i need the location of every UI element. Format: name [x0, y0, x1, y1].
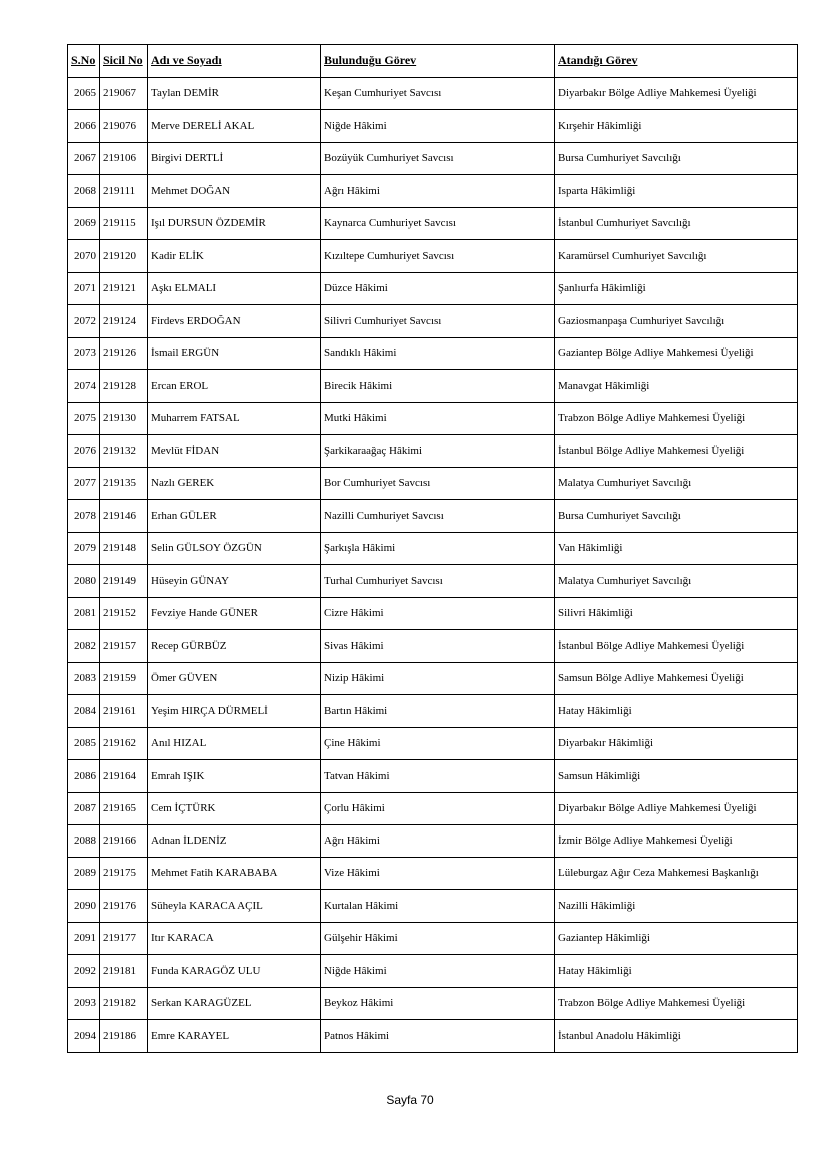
cell-current-post: Kurtalan Hâkimi — [321, 890, 555, 923]
cell-sicil: 219132 — [100, 435, 148, 468]
cell-assigned-post: Samsun Bölge Adliye Mahkemesi Üyeliği — [555, 662, 798, 695]
cell-sicil: 219135 — [100, 467, 148, 500]
cell-current-post: Niğde Hâkimi — [321, 955, 555, 988]
cell-name: Selin GÜLSOY ÖZGÜN — [148, 532, 321, 565]
cell-current-post: Bozüyük Cumhuriyet Savcısı — [321, 142, 555, 175]
cell-name: Recep GÜRBÜZ — [148, 630, 321, 663]
cell-name: Muharrem FATSAL — [148, 402, 321, 435]
cell-name: Birgivi DERTLİ — [148, 142, 321, 175]
cell-sicil: 219115 — [100, 207, 148, 240]
cell-current-post: Nizip Hâkimi — [321, 662, 555, 695]
cell-name: Mehmet DOĞAN — [148, 175, 321, 208]
header-sno: S.No — [68, 45, 100, 78]
cell-current-post: Düzce Hâkimi — [321, 272, 555, 305]
cell-assigned-post: Hatay Hâkimliği — [555, 695, 798, 728]
table-row — [68, 500, 798, 533]
cell-name: İsmail ERGÜN — [148, 337, 321, 370]
cell-current-post: Vize Hâkimi — [321, 857, 555, 890]
table-row — [68, 662, 798, 695]
table-row — [68, 467, 798, 500]
cell-assigned-post: İstanbul Cumhuriyet Savcılığı — [555, 207, 798, 240]
cell-name: Emre KARAYEL — [148, 1020, 321, 1053]
cell-sno: 2088 — [68, 825, 100, 858]
cell-sno: 2067 — [68, 142, 100, 175]
cell-sno: 2090 — [68, 890, 100, 923]
cell-sicil: 219124 — [100, 305, 148, 338]
table-row — [68, 955, 798, 988]
cell-sno: 2081 — [68, 597, 100, 630]
cell-current-post: Kaynarca Cumhuriyet Savcısı — [321, 207, 555, 240]
cell-sicil: 219149 — [100, 565, 148, 598]
cell-sicil: 219076 — [100, 110, 148, 143]
cell-current-post: Bartın Hâkimi — [321, 695, 555, 728]
cell-sicil: 219157 — [100, 630, 148, 663]
cell-current-post: Sivas Hâkimi — [321, 630, 555, 663]
cell-sicil: 219182 — [100, 987, 148, 1020]
cell-name: Hüseyin GÜNAY — [148, 565, 321, 598]
cell-current-post: Çorlu Hâkimi — [321, 792, 555, 825]
cell-sicil: 219162 — [100, 727, 148, 760]
table-row — [68, 435, 798, 468]
cell-assigned-post: Lüleburgaz Ağır Ceza Mahkemesi Başkanlığı — [555, 857, 798, 890]
header-name: Adı ve Soyadı — [148, 45, 321, 78]
cell-sno: 2085 — [68, 727, 100, 760]
cell-assigned-post: Samsun Hâkimliği — [555, 760, 798, 793]
cell-sno: 2073 — [68, 337, 100, 370]
cell-name: Yeşim HIRÇA DÜRMELİ — [148, 695, 321, 728]
table-header — [68, 45, 798, 78]
cell-name: Erhan GÜLER — [148, 500, 321, 533]
cell-sno: 2091 — [68, 922, 100, 955]
cell-current-post: Bor Cumhuriyet Savcısı — [321, 467, 555, 500]
cell-sno: 2075 — [68, 402, 100, 435]
header-row — [68, 45, 798, 78]
cell-sicil: 219128 — [100, 370, 148, 403]
cell-name: Ercan EROL — [148, 370, 321, 403]
cell-assigned-post: Gaziosmanpaşa Cumhuriyet Savcılığı — [555, 305, 798, 338]
cell-sicil: 219121 — [100, 272, 148, 305]
cell-name: Merve DERELİ AKAL — [148, 110, 321, 143]
table-row — [68, 825, 798, 858]
cell-current-post: Niğde Hâkimi — [321, 110, 555, 143]
cell-sicil: 219067 — [100, 77, 148, 110]
cell-assigned-post: Diyarbakır Bölge Adliye Mahkemesi Üyeliği — [555, 77, 798, 110]
cell-assigned-post: Trabzon Bölge Adliye Mahkemesi Üyeliği — [555, 402, 798, 435]
cell-sno: 2082 — [68, 630, 100, 663]
cell-current-post: Gülşehir Hâkimi — [321, 922, 555, 955]
cell-sno: 2094 — [68, 1020, 100, 1053]
cell-assigned-post: Malatya Cumhuriyet Savcılığı — [555, 565, 798, 598]
cell-name: Aşkı ELMALI — [148, 272, 321, 305]
cell-sicil: 219165 — [100, 792, 148, 825]
cell-name: Taylan DEMİR — [148, 77, 321, 110]
table-row — [68, 175, 798, 208]
table-row — [68, 110, 798, 143]
cell-assigned-post: Van Hâkimliği — [555, 532, 798, 565]
table-row — [68, 305, 798, 338]
cell-sicil: 219186 — [100, 1020, 148, 1053]
cell-sno: 2068 — [68, 175, 100, 208]
cell-current-post: Cizre Hâkimi — [321, 597, 555, 630]
cell-assigned-post: İzmir Bölge Adliye Mahkemesi Üyeliği — [555, 825, 798, 858]
cell-sicil: 219111 — [100, 175, 148, 208]
table-row — [68, 760, 798, 793]
cell-current-post: Şarkışla Hâkimi — [321, 532, 555, 565]
cell-assigned-post: Bursa Cumhuriyet Savcılığı — [555, 142, 798, 175]
header-sicil: Sicil No — [100, 45, 148, 78]
table-row — [68, 890, 798, 923]
cell-assigned-post: Diyarbakır Bölge Adliye Mahkemesi Üyeliği — [555, 792, 798, 825]
cell-name: Kadir ELİK — [148, 240, 321, 273]
cell-assigned-post: İstanbul Bölge Adliye Mahkemesi Üyeliği — [555, 630, 798, 663]
cell-current-post: Silivri Cumhuriyet Savcısı — [321, 305, 555, 338]
cell-sicil: 219126 — [100, 337, 148, 370]
cell-sicil: 219148 — [100, 532, 148, 565]
cell-assigned-post: Gaziantep Bölge Adliye Mahkemesi Üyeliği — [555, 337, 798, 370]
cell-sicil: 219159 — [100, 662, 148, 695]
cell-sno: 2078 — [68, 500, 100, 533]
cell-assigned-post: Isparta Hâkimliği — [555, 175, 798, 208]
cell-assigned-post: Trabzon Bölge Adliye Mahkemesi Üyeliği — [555, 987, 798, 1020]
cell-name: Ömer GÜVEN — [148, 662, 321, 695]
table-row — [68, 922, 798, 955]
cell-name: Süheyla KARACA AÇIL — [148, 890, 321, 923]
cell-sicil: 219166 — [100, 825, 148, 858]
cell-current-post: Beykoz Hâkimi — [321, 987, 555, 1020]
cell-sicil: 219161 — [100, 695, 148, 728]
cell-sicil: 219177 — [100, 922, 148, 955]
cell-assigned-post: İstanbul Anadolu Hâkimliği — [555, 1020, 798, 1053]
cell-current-post: Keşan Cumhuriyet Savcısı — [321, 77, 555, 110]
cell-assigned-post: Silivri Hâkimliği — [555, 597, 798, 630]
cell-assigned-post: Nazilli Hâkimliği — [555, 890, 798, 923]
cell-current-post: Tatvan Hâkimi — [321, 760, 555, 793]
cell-current-post: Ağrı Hâkimi — [321, 825, 555, 858]
cell-current-post: Ağrı Hâkimi — [321, 175, 555, 208]
cell-name: Anıl HIZAL — [148, 727, 321, 760]
cell-sno: 2084 — [68, 695, 100, 728]
table-row — [68, 240, 798, 273]
cell-assigned-post: Karamürsel Cumhuriyet Savcılığı — [555, 240, 798, 273]
header-current-post: Bulunduğu Görev — [321, 45, 555, 78]
cell-assigned-post: İstanbul Bölge Adliye Mahkemesi Üyeliği — [555, 435, 798, 468]
cell-current-post: Sandıklı Hâkimi — [321, 337, 555, 370]
cell-sno: 2086 — [68, 760, 100, 793]
cell-assigned-post: Bursa Cumhuriyet Savcılığı — [555, 500, 798, 533]
cell-sno: 2069 — [68, 207, 100, 240]
cell-sicil: 219175 — [100, 857, 148, 890]
cell-sno: 2083 — [68, 662, 100, 695]
appointments-table — [67, 44, 798, 1053]
cell-assigned-post: Hatay Hâkimliği — [555, 955, 798, 988]
cell-sicil: 219130 — [100, 402, 148, 435]
cell-sno: 2092 — [68, 955, 100, 988]
cell-sno: 2077 — [68, 467, 100, 500]
cell-current-post: Şarkikaraağaç Hâkimi — [321, 435, 555, 468]
cell-sno: 2070 — [68, 240, 100, 273]
cell-sno: 2074 — [68, 370, 100, 403]
table-row — [68, 77, 798, 110]
table-row — [68, 792, 798, 825]
cell-current-post: Kızıltepe Cumhuriyet Savcısı — [321, 240, 555, 273]
cell-name: Cem İÇTÜRK — [148, 792, 321, 825]
cell-assigned-post: Şanlıurfa Hâkimliği — [555, 272, 798, 305]
table-row — [68, 142, 798, 175]
cell-name: Mehmet Fatih KARABABA — [148, 857, 321, 890]
cell-sno: 2071 — [68, 272, 100, 305]
table-row — [68, 987, 798, 1020]
cell-current-post: Birecik Hâkimi — [321, 370, 555, 403]
cell-name: Serkan KARAGÜZEL — [148, 987, 321, 1020]
cell-name: Işıl DURSUN ÖZDEMİR — [148, 207, 321, 240]
table-row — [68, 370, 798, 403]
table-row — [68, 337, 798, 370]
cell-current-post: Patnos Hâkimi — [321, 1020, 555, 1053]
table-row — [68, 565, 798, 598]
cell-assigned-post: Diyarbakır Hâkimliği — [555, 727, 798, 760]
cell-name: Fevziye Hande GÜNER — [148, 597, 321, 630]
table-row — [68, 727, 798, 760]
cell-sno: 2089 — [68, 857, 100, 890]
table-row — [68, 272, 798, 305]
table-row — [68, 207, 798, 240]
cell-name: Mevlüt FİDAN — [148, 435, 321, 468]
cell-name: Firdevs ERDOĞAN — [148, 305, 321, 338]
table-row — [68, 402, 798, 435]
cell-assigned-post: Malatya Cumhuriyet Savcılığı — [555, 467, 798, 500]
cell-sicil: 219120 — [100, 240, 148, 273]
cell-assigned-post: Kırşehir Hâkimliği — [555, 110, 798, 143]
header-assigned-post: Atandığı Görev — [555, 45, 798, 78]
cell-sno: 2093 — [68, 987, 100, 1020]
cell-name: Funda KARAGÖZ ULU — [148, 955, 321, 988]
cell-sicil: 219181 — [100, 955, 148, 988]
cell-sicil: 219152 — [100, 597, 148, 630]
cell-assigned-post: Gaziantep Hâkimliği — [555, 922, 798, 955]
cell-name: Itır KARACA — [148, 922, 321, 955]
cell-name: Emrah IŞIK — [148, 760, 321, 793]
cell-current-post: Çine Hâkimi — [321, 727, 555, 760]
cell-current-post: Nazilli Cumhuriyet Savcısı — [321, 500, 555, 533]
cell-sicil: 219146 — [100, 500, 148, 533]
table-row — [68, 630, 798, 663]
table-row — [68, 597, 798, 630]
cell-assigned-post: Manavgat Hâkimliği — [555, 370, 798, 403]
cell-sno: 2072 — [68, 305, 100, 338]
cell-sno: 2087 — [68, 792, 100, 825]
cell-name: Adnan İLDENİZ — [148, 825, 321, 858]
table-body — [68, 77, 798, 1052]
cell-name: Nazlı GEREK — [148, 467, 321, 500]
cell-sicil: 219164 — [100, 760, 148, 793]
page-number: Sayfa 70 — [386, 1093, 434, 1107]
cell-sno: 2066 — [68, 110, 100, 143]
cell-current-post: Mutki Hâkimi — [321, 402, 555, 435]
cell-sno: 2079 — [68, 532, 100, 565]
cell-sno: 2076 — [68, 435, 100, 468]
cell-current-post: Turhal Cumhuriyet Savcısı — [321, 565, 555, 598]
cell-sno: 2065 — [68, 77, 100, 110]
table-row — [68, 695, 798, 728]
cell-sno: 2080 — [68, 565, 100, 598]
cell-sicil: 219106 — [100, 142, 148, 175]
table-row — [68, 1020, 798, 1053]
table-row — [68, 532, 798, 565]
table-row — [68, 857, 798, 890]
cell-sicil: 219176 — [100, 890, 148, 923]
